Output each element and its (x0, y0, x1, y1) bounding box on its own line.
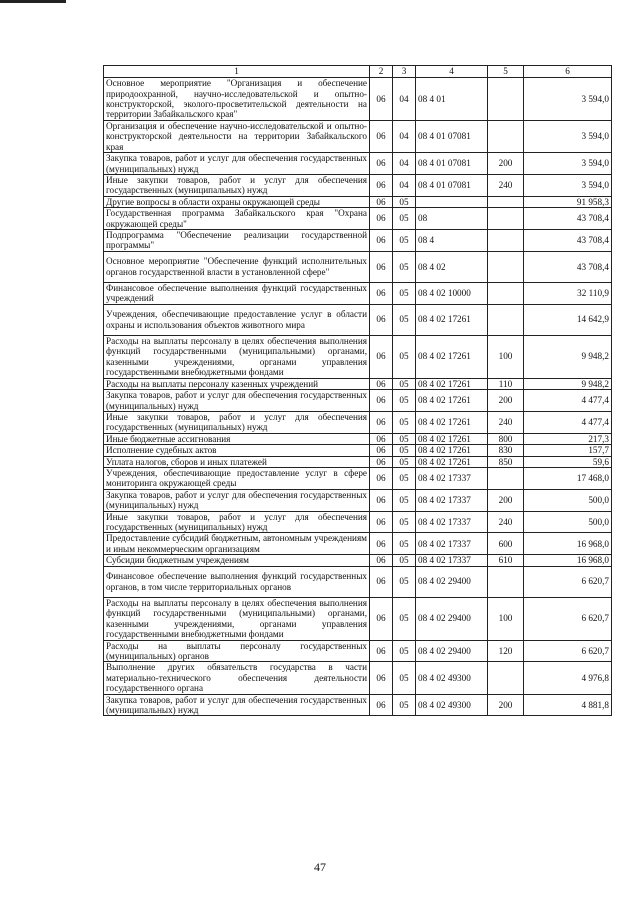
row-expense-type-cell: 850 (488, 456, 524, 467)
row-expense-type-cell: 600 (488, 533, 524, 555)
table-row (104, 456, 612, 467)
row-section-cell: 06 (370, 304, 393, 335)
row-target-article-cell: 08 4 01 07081 (416, 153, 488, 175)
row-section-cell: 06 (370, 445, 393, 456)
table-row (104, 78, 612, 121)
row-subsection-cell: 05 (393, 251, 416, 282)
row-section-cell: 06 (370, 566, 393, 597)
row-section-cell: 06 (370, 555, 393, 566)
table-row (104, 378, 612, 389)
row-amount-cell: 217,3 (524, 433, 612, 444)
table-row (104, 555, 612, 566)
row-section-cell: 06 (370, 196, 393, 207)
table-row (104, 335, 612, 378)
row-amount-cell: 500,0 (524, 511, 612, 533)
row-section-cell: 06 (370, 230, 393, 252)
row-amount-cell: 6 620,7 (524, 566, 612, 597)
header-col-3: 3 (393, 66, 416, 78)
row-target-article-cell: 08 4 01 (416, 78, 488, 121)
row-amount-cell: 32 110,9 (524, 282, 612, 304)
row-amount-cell: 9 948,2 (524, 378, 612, 389)
row-section-cell: 06 (370, 433, 393, 444)
row-expense-type-cell (488, 121, 524, 153)
row-expense-type-cell (488, 467, 524, 489)
row-amount-cell: 3 594,0 (524, 153, 612, 175)
row-target-article-cell: 08 4 02 29400 (416, 640, 488, 662)
row-name-cell: Государственная программа Забайкальского края "Охрана окружающей среды" (104, 208, 370, 230)
row-target-article-cell: 08 4 02 49300 (416, 694, 488, 716)
row-expense-type-cell: 610 (488, 555, 524, 566)
row-target-article-cell: 08 4 02 29400 (416, 597, 488, 640)
row-amount-cell: 3 594,0 (524, 78, 612, 121)
row-subsection-cell: 05 (393, 489, 416, 511)
row-expense-type-cell (488, 251, 524, 282)
row-expense-type-cell: 240 (488, 511, 524, 533)
row-subsection-cell: 05 (393, 597, 416, 640)
row-target-article-cell: 08 4 (416, 230, 488, 252)
row-target-article-cell: 08 (416, 208, 488, 230)
row-amount-cell: 16 968,0 (524, 555, 612, 566)
row-subsection-cell: 05 (393, 335, 416, 378)
row-name-cell: Уплата налогов, сборов и иных платежей (104, 456, 370, 467)
row-subsection-cell: 05 (393, 445, 416, 456)
row-expense-type-cell: 200 (488, 489, 524, 511)
row-amount-cell: 43 708,4 (524, 230, 612, 252)
table-row (104, 230, 612, 252)
row-target-article-cell: 08 4 01 07081 (416, 175, 488, 197)
table-row (104, 467, 612, 489)
row-section-cell: 06 (370, 662, 393, 694)
row-section-cell: 06 (370, 456, 393, 467)
row-name-cell: Иные закупки товаров, работ и услуг для обеспечения государственных (муниципальных) нужд (104, 511, 370, 533)
row-name-cell: Иные закупки товаров, работ и услуг для обеспечения государственных (муниципальных) нужд (104, 411, 370, 433)
row-target-article-cell: 08 4 02 17261 (416, 304, 488, 335)
table-header (104, 66, 612, 78)
row-subsection-cell: 04 (393, 153, 416, 175)
table-row (104, 694, 612, 716)
row-subsection-cell: 05 (393, 533, 416, 555)
table-row (104, 411, 612, 433)
row-target-article-cell: 08 4 01 07081 (416, 121, 488, 153)
row-amount-cell: 4 477,4 (524, 411, 612, 433)
row-amount-cell: 157,7 (524, 445, 612, 456)
header-col-4: 4 (416, 66, 488, 78)
row-section-cell: 06 (370, 251, 393, 282)
row-amount-cell: 6 620,7 (524, 640, 612, 662)
row-name-cell: Исполнение судебных актов (104, 445, 370, 456)
table-row (104, 433, 612, 444)
row-subsection-cell: 05 (393, 282, 416, 304)
row-subsection-cell: 05 (393, 467, 416, 489)
row-expense-type-cell (488, 196, 524, 207)
table-row (104, 597, 612, 640)
row-target-article-cell: 08 4 02 17261 (416, 445, 488, 456)
row-subsection-cell: 05 (393, 433, 416, 444)
row-name-cell: Учреждения, обеспечивающие предоставление услуг в области охраны и использования объектов животного мира (104, 304, 370, 335)
row-section-cell: 06 (370, 597, 393, 640)
table-body (104, 78, 612, 716)
row-expense-type-cell (488, 282, 524, 304)
row-name-cell: Основное мероприятие "Организация и обеспечение природоохранной, научно-исследовательской и опытно-конструкторской, эколого-просветительской деятельности на территории Забайкальского края" (104, 78, 370, 121)
table-row (104, 533, 612, 555)
table-row (104, 208, 612, 230)
row-name-cell: Расходы на выплаты персоналу в целях обеспечения выполнения функций государственными (муниципальными) органами, казенными учреждениями, органами управления государственными внебюджетными фондами (104, 335, 370, 378)
row-name-cell: Иные бюджетные ассигнования (104, 433, 370, 444)
row-name-cell: Основное мероприятие "Обеспечение функций исполнительных органов государственной власти в установленной сфере" (104, 251, 370, 282)
row-section-cell: 06 (370, 208, 393, 230)
row-amount-cell: 59,6 (524, 456, 612, 467)
row-expense-type-cell: 100 (488, 597, 524, 640)
row-expense-type-cell (488, 208, 524, 230)
table-row (104, 304, 612, 335)
row-subsection-cell: 04 (393, 175, 416, 197)
row-expense-type-cell (488, 566, 524, 597)
row-subsection-cell: 05 (393, 230, 416, 252)
row-expense-type-cell: 100 (488, 335, 524, 378)
row-section-cell: 06 (370, 533, 393, 555)
table-row (104, 445, 612, 456)
row-amount-cell: 4 477,4 (524, 390, 612, 412)
row-target-article-cell (416, 196, 488, 207)
row-name-cell: Выполнение других обязательств государства в части материально-технического обеспечения деятельности государственного органа (104, 662, 370, 694)
row-subsection-cell: 05 (393, 196, 416, 207)
row-expense-type-cell: 200 (488, 153, 524, 175)
row-expense-type-cell (488, 230, 524, 252)
table-row (104, 175, 612, 197)
row-section-cell: 06 (370, 694, 393, 716)
row-amount-cell: 17 468,0 (524, 467, 612, 489)
row-section-cell: 06 (370, 640, 393, 662)
table-row (104, 121, 612, 153)
table-row (104, 640, 612, 662)
row-target-article-cell: 08 4 02 29400 (416, 566, 488, 597)
row-subsection-cell: 05 (393, 208, 416, 230)
row-subsection-cell: 05 (393, 411, 416, 433)
row-expense-type-cell: 200 (488, 694, 524, 716)
row-amount-cell: 16 968,0 (524, 533, 612, 555)
table-row (104, 251, 612, 282)
row-name-cell: Предоставление субсидий бюджетным, автономным учреждениям и иным некоммерческим организациям (104, 533, 370, 555)
row-target-article-cell: 08 4 02 17337 (416, 467, 488, 489)
row-subsection-cell: 05 (393, 456, 416, 467)
row-name-cell: Расходы на выплаты персоналу в целях обеспечения выполнения функций государственными (муниципальными) органами, казенными учреждениями, органами управления государственными внебюджетными фондами (104, 597, 370, 640)
row-expense-type-cell: 800 (488, 433, 524, 444)
row-target-article-cell: 08 4 02 17337 (416, 555, 488, 566)
row-section-cell: 06 (370, 78, 393, 121)
row-subsection-cell: 05 (393, 555, 416, 566)
row-subsection-cell: 05 (393, 662, 416, 694)
row-subsection-cell: 04 (393, 78, 416, 121)
row-target-article-cell: 08 4 02 17261 (416, 456, 488, 467)
row-section-cell: 06 (370, 121, 393, 153)
row-name-cell: Закупка товаров, работ и услуг для обеспечения государственных (муниципальных) нужд (104, 694, 370, 716)
row-expense-type-cell (488, 304, 524, 335)
row-section-cell: 06 (370, 175, 393, 197)
row-subsection-cell: 05 (393, 640, 416, 662)
table-row (104, 390, 612, 412)
row-section-cell: 06 (370, 282, 393, 304)
row-name-cell: Другие вопросы в области охраны окружающей среды (104, 196, 370, 207)
row-amount-cell: 3 594,0 (524, 121, 612, 153)
row-name-cell: Закупка товаров, работ и услуг для обеспечения государственных (муниципальных) нужд (104, 390, 370, 412)
row-expense-type-cell: 120 (488, 640, 524, 662)
table-row (104, 662, 612, 694)
row-target-article-cell: 08 4 02 10000 (416, 282, 488, 304)
row-section-cell: 06 (370, 489, 393, 511)
row-target-article-cell: 08 4 02 17261 (416, 335, 488, 378)
row-target-article-cell: 08 4 02 17261 (416, 378, 488, 389)
row-target-article-cell: 08 4 02 17337 (416, 489, 488, 511)
row-target-article-cell: 08 4 02 17261 (416, 411, 488, 433)
row-name-cell: Организация и обеспечение научно-исследовательской и опытно-конструкторской деятельности на территории Забайкальского края (104, 121, 370, 153)
row-subsection-cell: 05 (393, 304, 416, 335)
row-name-cell: Субсидии бюджетным учреждениям (104, 555, 370, 566)
row-expense-type-cell: 110 (488, 378, 524, 389)
row-name-cell: Расходы на выплаты персоналу государственных (муниципальных) органов (104, 640, 370, 662)
row-name-cell: Закупка товаров, работ и услуг для обеспечения государственных (муниципальных) нужд (104, 489, 370, 511)
header-col-6: 6 (524, 66, 612, 78)
row-section-cell: 06 (370, 390, 393, 412)
row-target-article-cell: 08 4 02 17261 (416, 390, 488, 412)
row-name-cell: Финансовое обеспечение выполнения функций государственных органов, в том числе территориальных органов (104, 566, 370, 597)
row-section-cell: 06 (370, 335, 393, 378)
row-amount-cell: 3 594,0 (524, 175, 612, 197)
row-amount-cell: 4 976,8 (524, 662, 612, 694)
row-target-article-cell: 08 4 02 17337 (416, 533, 488, 555)
table-row (104, 511, 612, 533)
header-col-5: 5 (488, 66, 524, 78)
row-expense-type-cell (488, 78, 524, 121)
row-amount-cell: 4 881,8 (524, 694, 612, 716)
table-row (104, 566, 612, 597)
row-subsection-cell: 05 (393, 511, 416, 533)
table-row (104, 282, 612, 304)
row-subsection-cell: 04 (393, 121, 416, 153)
row-amount-cell: 9 948,2 (524, 335, 612, 378)
row-amount-cell: 500,0 (524, 489, 612, 511)
row-section-cell: 06 (370, 511, 393, 533)
row-section-cell: 06 (370, 378, 393, 389)
row-section-cell: 06 (370, 411, 393, 433)
row-name-cell: Иные закупки товаров, работ и услуг для обеспечения государственных (муниципальных) нужд (104, 175, 370, 197)
row-expense-type-cell: 200 (488, 390, 524, 412)
row-amount-cell: 43 708,4 (524, 251, 612, 282)
row-subsection-cell: 05 (393, 390, 416, 412)
row-expense-type-cell (488, 662, 524, 694)
table-row (104, 489, 612, 511)
row-target-article-cell: 08 4 02 17337 (416, 511, 488, 533)
row-name-cell: Закупка товаров, работ и услуг для обеспечения государственных (муниципальных) нужд (104, 153, 370, 175)
row-subsection-cell: 05 (393, 694, 416, 716)
table-row (104, 196, 612, 207)
scan-edge-mark (0, 0, 66, 3)
row-name-cell: Подпрограмма "Обеспечение реализации государственной программы" (104, 230, 370, 252)
row-amount-cell: 91 958,3 (524, 196, 612, 207)
row-target-article-cell: 08 4 02 17261 (416, 433, 488, 444)
row-subsection-cell: 05 (393, 378, 416, 389)
table-row (104, 153, 612, 175)
row-amount-cell: 14 642,9 (524, 304, 612, 335)
row-section-cell: 06 (370, 153, 393, 175)
row-subsection-cell: 05 (393, 566, 416, 597)
row-target-article-cell: 08 4 02 (416, 251, 488, 282)
row-expense-type-cell: 830 (488, 445, 524, 456)
row-expense-type-cell: 240 (488, 175, 524, 197)
row-name-cell: Расходы на выплаты персоналу казенных учреждений (104, 378, 370, 389)
header-row (104, 66, 612, 78)
row-target-article-cell: 08 4 02 49300 (416, 662, 488, 694)
budget-table (103, 65, 612, 716)
header-col-1: 1 (104, 66, 370, 78)
header-col-2: 2 (370, 66, 393, 78)
row-amount-cell: 6 620,7 (524, 597, 612, 640)
row-section-cell: 06 (370, 467, 393, 489)
row-amount-cell: 43 708,4 (524, 208, 612, 230)
row-name-cell: Учреждения, обеспечивающие предоставление услуг в сфере мониторинга окружающей среды (104, 467, 370, 489)
page-number: 47 (314, 860, 326, 874)
row-name-cell: Финансовое обеспечение выполнения функций государственных учреждений (104, 282, 370, 304)
row-expense-type-cell: 240 (488, 411, 524, 433)
